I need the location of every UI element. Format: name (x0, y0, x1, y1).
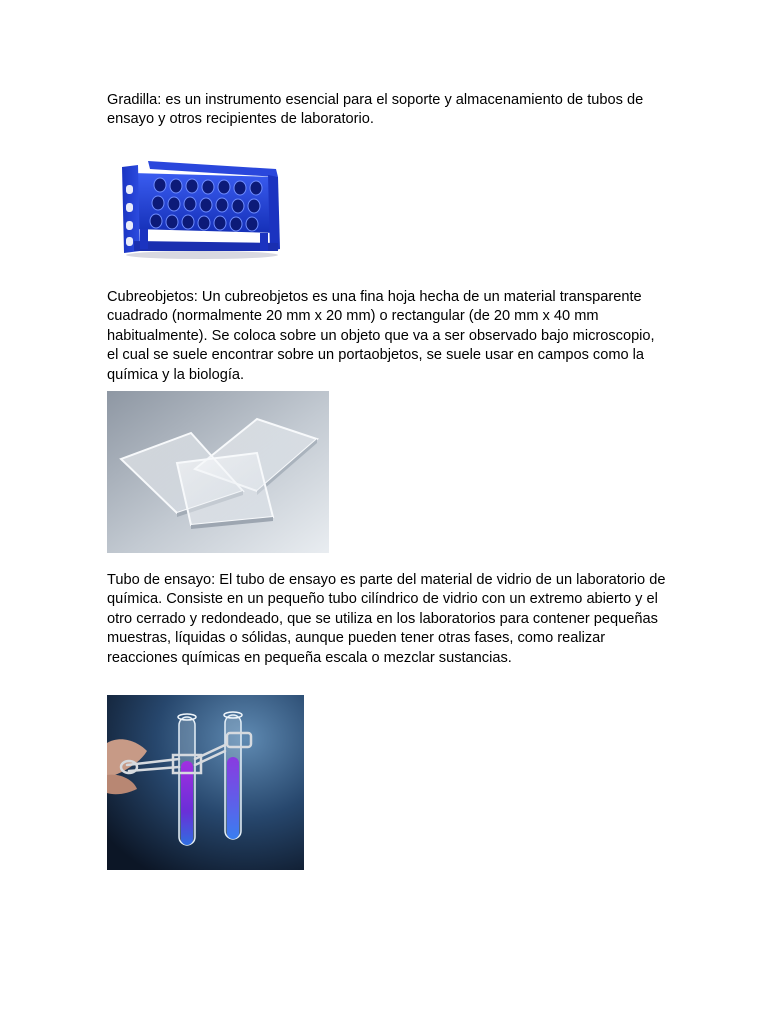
gradilla-description: Gradilla: es un instrumento esencial para el soporte y almacenamiento de tubos de ensayo y otros recipientes de laboratorio. (107, 92, 644, 128)
test-tube-rack-image (118, 155, 282, 260)
cubreobjetos-description: Cubreobjetos: Un cubreobjetos es una fina hoja hecha de un material transparente cuadrado (normalmente 20 mm x 20 mm) o rectangular (de 20 mm x 40 mm habitualmente). Se coloca sobre un objeto que va a ser observado bajo microscopio, el cual se suele encontrar sobre un portaobjetos, se suele usar en campos como la química y la biología. (107, 289, 655, 383)
test-tubes-image (107, 695, 304, 870)
cover-slips-image (107, 391, 329, 553)
tubo-de-ensayo-description: Tubo de ensayo: El tubo de ensayo es parte del material de vidrio de un laboratorio de química. Consiste en un pequeño tubo cilíndrico de vidrio con un extremo abierto y el otro cerrado y redondeado, que se utiliza en los laboratorios para contener pequeñas muestras, líquidas o sólidas, aunque pueden tener otras fases, como realizar reacciones químicas en pequeña escala o mezclar sustancias. (107, 572, 666, 666)
